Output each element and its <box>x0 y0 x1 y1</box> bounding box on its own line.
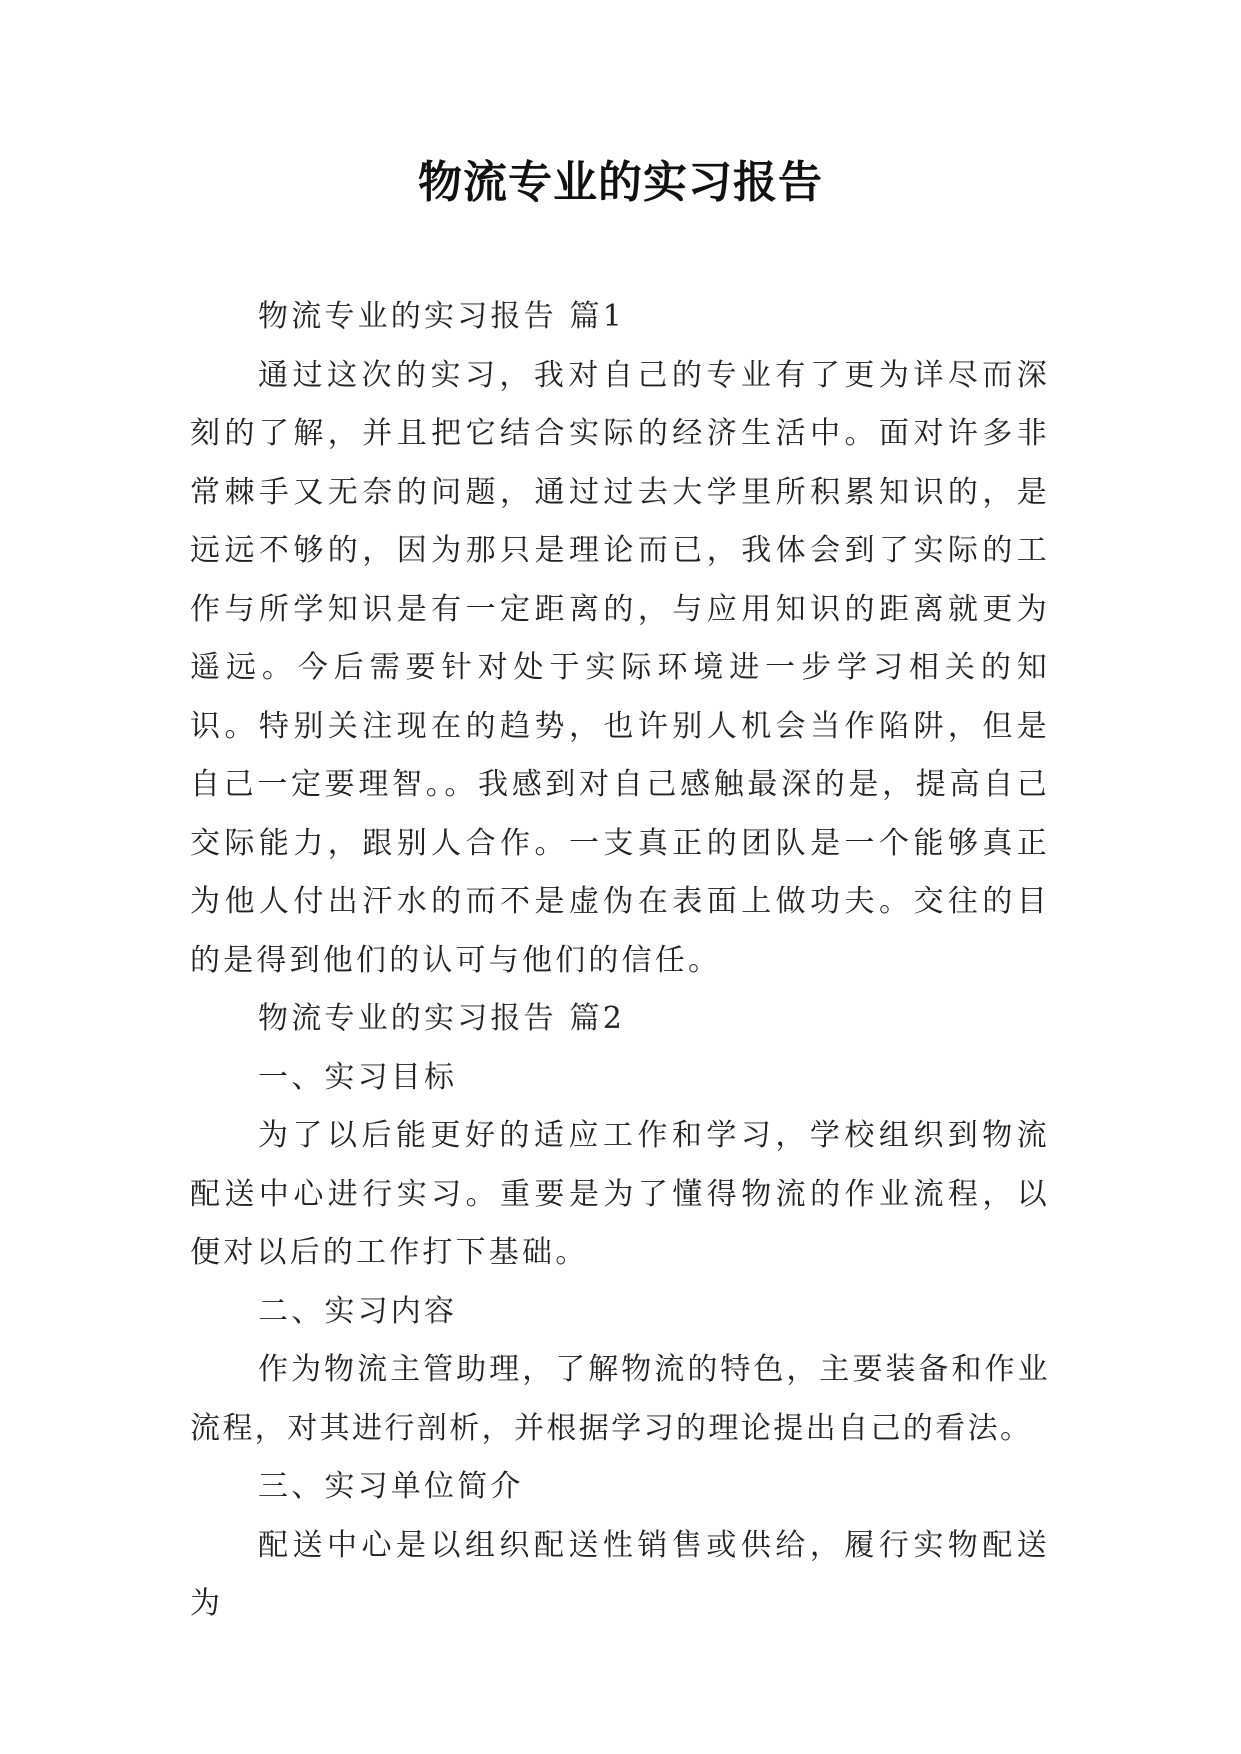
paragraph-company-intro: 配送中心是以组织配送性销售或供给，履行实物配送为 <box>190 1527 1050 1621</box>
paragraph-internship-content: 作为物流主管助理，了解物流的特色，主要装备和作业流程，对其进行剖析，并根据学习的理论提出自己的看法。 <box>190 1352 1050 1446</box>
section-heading-part-1: 物流专业的实习报告 篇1 <box>258 299 626 334</box>
subheading-company-intro: 三、实习单位简介 <box>258 1469 524 1504</box>
section-heading-part-2: 物流专业的实习报告 篇2 <box>258 1001 626 1036</box>
subheading-internship-content: 二、实习内容 <box>258 1293 458 1329</box>
paragraph-part-1-body: 通过这次的实习，我对自己的专业有了更为详尽而深刻的了解，并且把它结合实际的经济生活中。面对许多非常棘手又无奈的问题，通过过去大学里所积累知识的，是远远不够的，因为那只是理论而已，我体会到了实际的工作与所学知识是有一定距离的，与应用知识的距离就更为遥远。今后需要针对处于实际环境进一步学习相关的知识。特别关注现在的趋势，也许别人机会当作陷阱，但是自己一定要理智。。我感到对自己感触最深的是，提高自己交际能力，跟别人合作。一支真正的团队是一个能够真正为他人付出汗水的而不是虚伪在表面上做功夫。交往的目的是得到他们的认可与他们的信任。 <box>190 357 1050 978</box>
paragraph-internship-goal: 为了以后能更好的适应工作和学习，学校组织到物流配送中心进行实习。重要是为了懂得物流的作业流程，以便对以后的工作打下基础。 <box>190 1118 1050 1270</box>
document-body <box>190 288 1050 1634</box>
subheading-internship-goal: 一、实习目标 <box>258 1059 458 1095</box>
document-title: 物流专业的实习报告 <box>418 157 823 208</box>
